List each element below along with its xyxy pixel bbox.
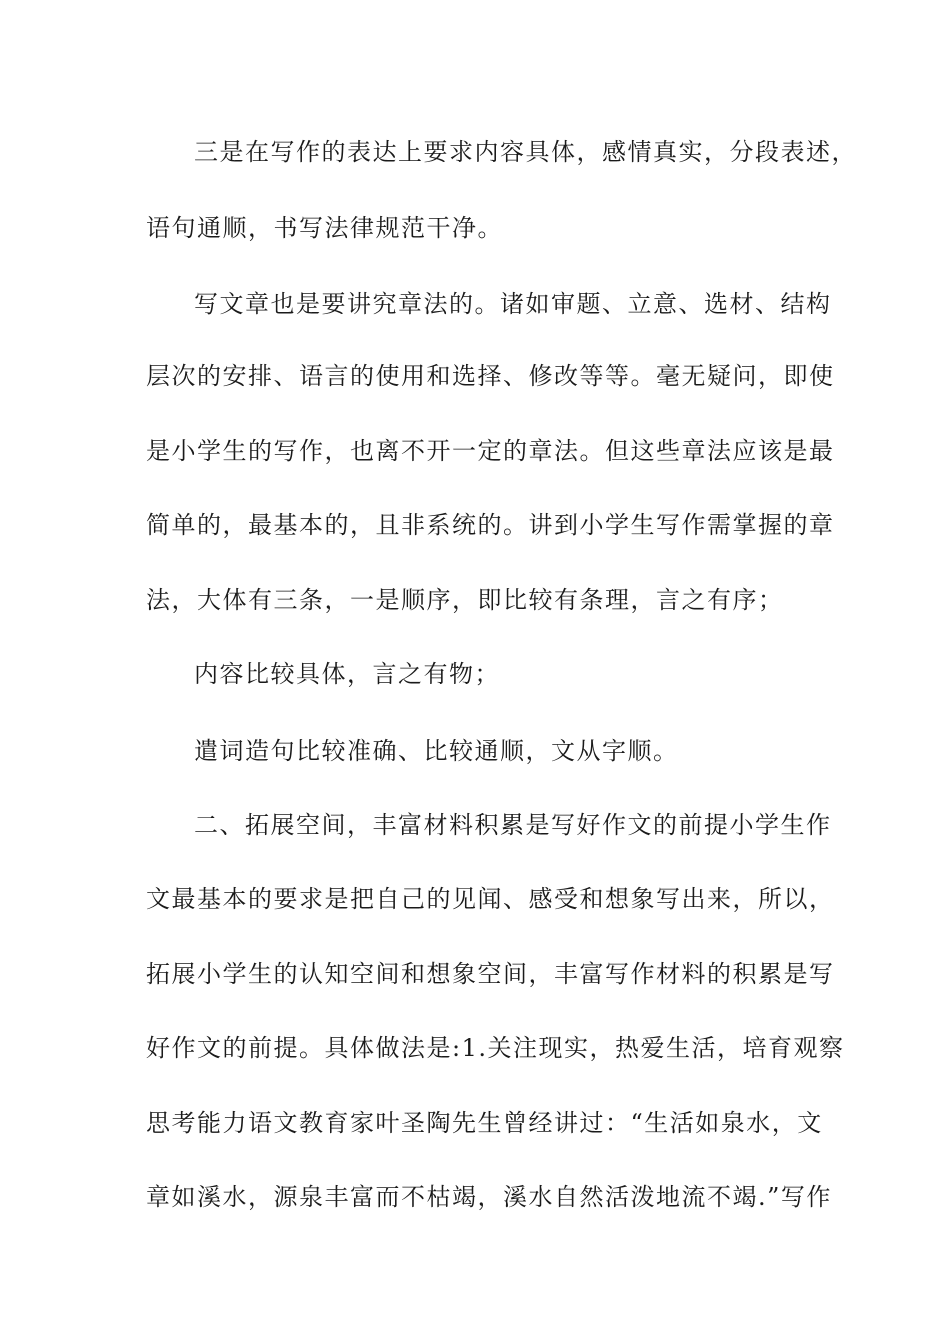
paragraph-line: 思考能力语文教育家叶圣陶先生曾经讲过：“生活如泉水，文 [146, 1109, 823, 1137]
paragraph-line: 三是在写作的表达上要求内容具体，感情真实，分段表述， [194, 138, 857, 166]
paragraph-line: 二、拓展空间，丰富材料积累是写好作文的前提小学生作 [194, 811, 832, 839]
paragraph-line: 遣词造句比较准确、比较通顺，文从字顺。 [194, 737, 679, 765]
paragraph-line: 简单的，最基本的，且非系统的。讲到小学生写作需掌握的章 [146, 511, 835, 539]
paragraph-line: 层次的安排、语言的使用和选择、修改等等。毫无疑问，即使 [146, 362, 835, 390]
paragraph-line: 文最基本的要求是把自己的见闻、感受和想象写出来，所以， [146, 885, 835, 913]
paragraph-line: 拓展小学生的认知空间和想象空间，丰富写作材料的积累是写 [146, 960, 835, 988]
paragraph-line: 是小学生的写作，也离不开一定的章法。但这些章法应该是最 [146, 437, 835, 465]
paragraph-line: 章如溪水，源泉丰富而不枯竭，溪水自然活泼地流不竭.”写作 [146, 1183, 832, 1211]
paragraph-line: 内容比较具体，言之有物； [194, 660, 500, 688]
paragraph-line: 好作文的前提。具体做法是:1.关注现实，热爱生活，培育观察 [146, 1034, 845, 1062]
paragraph-line: 写文章也是要讲究章法的。诸如审题、立意、选材、结构 [194, 290, 832, 318]
paragraph-line: 法，大体有三条，一是顺序，即比较有条理，言之有序； [146, 586, 784, 614]
paragraph-line: 语句通顺，书写法律规范干净。 [146, 214, 503, 242]
